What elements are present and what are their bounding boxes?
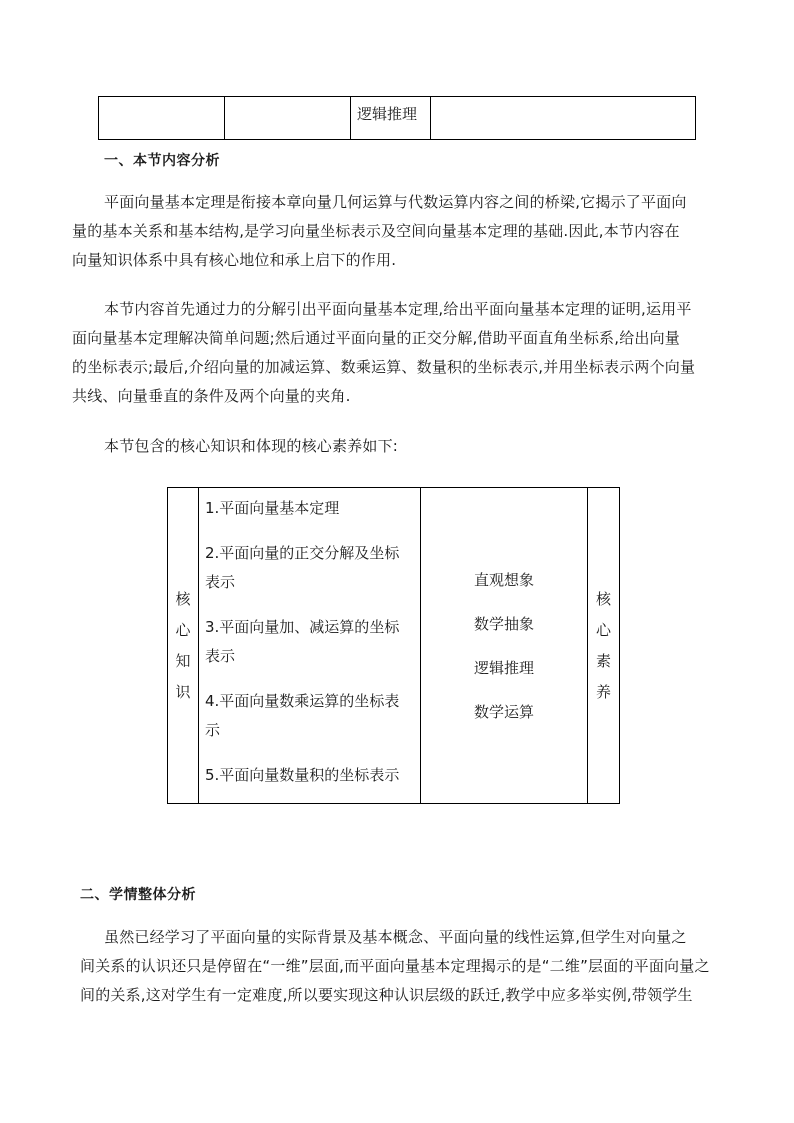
section1-paragraph-2 xyxy=(72,295,724,411)
top-table-cell xyxy=(225,97,351,140)
label-char: 核 xyxy=(595,589,611,608)
label-char: 素 xyxy=(595,651,611,670)
label-char: 心 xyxy=(175,620,191,639)
section1-paragraph-3 xyxy=(104,432,724,461)
paragraph-line: 面向量基本定理解决简单问题;然后通过平面向量的正交分解,借助平面直角坐标系,给出向量 xyxy=(72,329,680,347)
section1-paragraph-1 xyxy=(72,188,724,275)
paragraph-line: 量的基本关系和基本结构,是学习向量坐标表示及空间向量基本定理的基础.因此,本节内容在 xyxy=(72,222,680,240)
section2-heading: 二、学情整体分析 xyxy=(80,887,196,903)
knowledge-item: 1.平面向量基本定理 xyxy=(205,499,340,517)
top-table-cell xyxy=(431,97,696,140)
literacy-item: 数学运算 xyxy=(473,702,534,721)
core-literacy-label xyxy=(588,488,620,804)
paragraph-line: 平面向量基本定理是衔接本章向量几何运算与代数运算内容之间的桥梁,它揭示了平面向 xyxy=(104,193,687,211)
paragraph-line: 虽然已经学习了平面向量的实际背景及基本概念、平面向量的线性运算,但学生对向量之 xyxy=(104,928,687,946)
paragraph-line: 共线、向量垂直的条件及两个向量的夹角. xyxy=(72,387,351,405)
core-knowledge-list xyxy=(199,488,421,804)
knowledge-item: 2.平面向量的正交分解及坐标表示 xyxy=(205,544,400,591)
paragraph-line: 间关系的认识还只是停留在“一维”层面,而平面向量基本定理揭示的是“二维”层面的平面向量之 xyxy=(80,957,710,975)
label-char: 养 xyxy=(595,682,611,701)
core-knowledge-label xyxy=(168,488,199,804)
literacy-item: 直观想象 xyxy=(473,570,534,589)
label-char: 知 xyxy=(175,651,191,670)
top-table-cell xyxy=(99,97,225,140)
knowledge-item: 5.平面向量数量积的坐标表示 xyxy=(205,766,400,784)
literacy-item: 数学抽象 xyxy=(473,614,534,633)
label-char: 心 xyxy=(595,620,611,639)
paragraph-line: 本节内容首先通过力的分解引出平面向量基本定理,给出平面向量基本定理的证明,运用平 xyxy=(104,300,692,318)
core-table-row xyxy=(168,488,620,804)
label-char: 识 xyxy=(175,682,191,701)
paragraph-line: 向量知识体系中具有核心地位和承上启下的作用. xyxy=(72,251,397,269)
literacy-item: 逻辑推理 xyxy=(473,658,534,677)
knowledge-item: 4.平面向量数乘运算的坐标表示 xyxy=(205,692,400,739)
top-table-cell: 逻辑推理 xyxy=(351,97,431,140)
section1-heading: 一、本节内容分析 xyxy=(104,153,220,169)
knowledge-item: 3.平面向量加、减运算的坐标表示 xyxy=(205,618,400,665)
paragraph-line: 的坐标表示;最后,介绍向量的加减运算、数乘运算、数量积的坐标表示,并用坐标表示两个向量 xyxy=(72,358,696,376)
core-table xyxy=(167,487,620,804)
top-table-row xyxy=(99,97,696,140)
top-table xyxy=(98,96,696,140)
paragraph-line: 间的关系,这对学生有一定难度,所以要实现这种认识层级的跃迁,教学中应多举实例,带领学生 xyxy=(80,986,693,1004)
paragraph-line: 本节包含的核心知识和体现的核心素养如下: xyxy=(104,437,399,455)
label-char: 核 xyxy=(175,589,191,608)
core-literacy-list xyxy=(421,488,588,804)
section2-paragraph xyxy=(80,923,730,1010)
